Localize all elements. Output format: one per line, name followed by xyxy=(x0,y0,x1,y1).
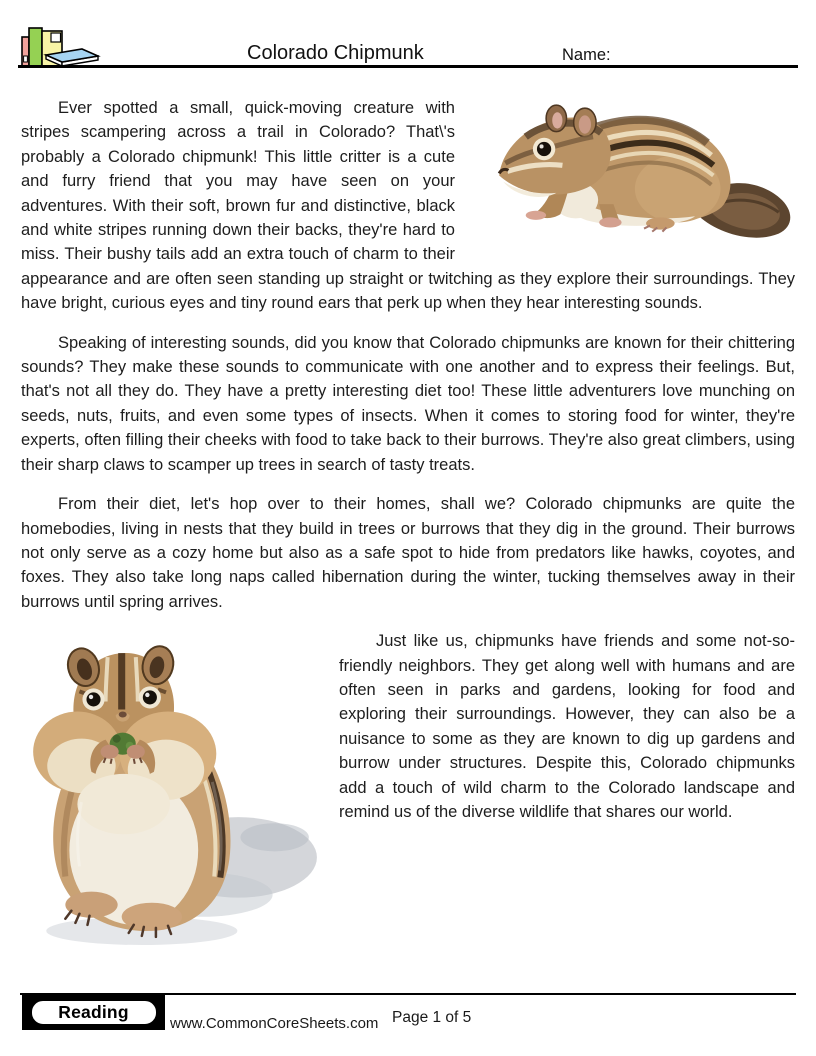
paragraph-3-text: From their diet, let's hop over to their homes, shall we? Colorado chipmunks are quite the homebodies, living in nests that they build in trees or burrows that they dig in the ground. Their burrows not only serve as a cozy home but also as a safe spot to hide from predators like hawks, coyotes, and foxes. They also take long naps called hibernation during the winter, tucking themselves away in their burrows until spring arrives. xyxy=(21,495,795,611)
paragraph-1-text: Ever spotted a small, quick-moving creature with stripes scampering across a trail in Colorado? That\'s probably a Colorado chipmunk! This little critter is a cute and furry friend that you may have seen on your adventures. With their soft, brown fur and distinctive, black and white stripes running down their backs, they're hard to miss. Their bushy tails add an extra touch of charm to their appearance and are often seen standing up straight or twitching as they explore their surroundings. They have bright, curious eyes and tiny round ears that perk up when they hear interesting sounds. xyxy=(21,99,795,313)
name-label: Name: xyxy=(562,46,611,64)
book-label-small xyxy=(24,56,28,62)
header-divider xyxy=(18,65,798,68)
category-badge-label: Reading xyxy=(30,999,158,1026)
reading-passage xyxy=(21,96,795,951)
category-badge xyxy=(22,995,165,1030)
book-spine-green xyxy=(29,28,42,66)
paragraph-4-text: Just like us, chipmunks have friends and some not-so-friendly neighbors. They get along well with humans and are often seen in parks and gardens, looking for food and exploring their surroundings. However, they can also be a nuisance to some as they are known to dig up gardens and burrow under structures. Despite this, Colorado chipmunks add a touch of wild charm to the Colorado landscape and remind us of the diverse wildlife that shares our world. xyxy=(339,632,795,821)
paragraph-2 xyxy=(21,331,795,477)
page-number: Page 1 of 5 xyxy=(392,1009,472,1026)
page-title: Colorado Chipmunk xyxy=(247,42,424,64)
chipmunk-side-illustration xyxy=(489,102,795,248)
books-logo-icon xyxy=(20,12,108,68)
chipmunk-side-image xyxy=(465,96,795,264)
paragraph-2-text: Speaking of interesting sounds, did you know that Colorado chipmunks are known for their chittering sounds? They make these sounds to communicate with one another and to express their feelings. But, that's not all they do. They have a pretty interesting diet too! These little adventurers love munching on seeds, nuts, fruits, and even some types of insects. When it comes to storing food for winter, they're experts, often filling their cheeks with food to take back to their burrows. They're also great climbers, using their sharp claws to scamper up trees in search of tasty treats. xyxy=(21,333,795,474)
paragraph-1 xyxy=(21,96,795,316)
paragraph-3 xyxy=(21,492,795,614)
book-label-large xyxy=(51,33,61,42)
chipmunk-eating-illustration xyxy=(21,631,319,951)
chipmunk-eating-image xyxy=(21,631,329,951)
paragraph-4 xyxy=(21,629,795,824)
website-text: www.CommonCoreSheets.com xyxy=(170,1015,379,1032)
